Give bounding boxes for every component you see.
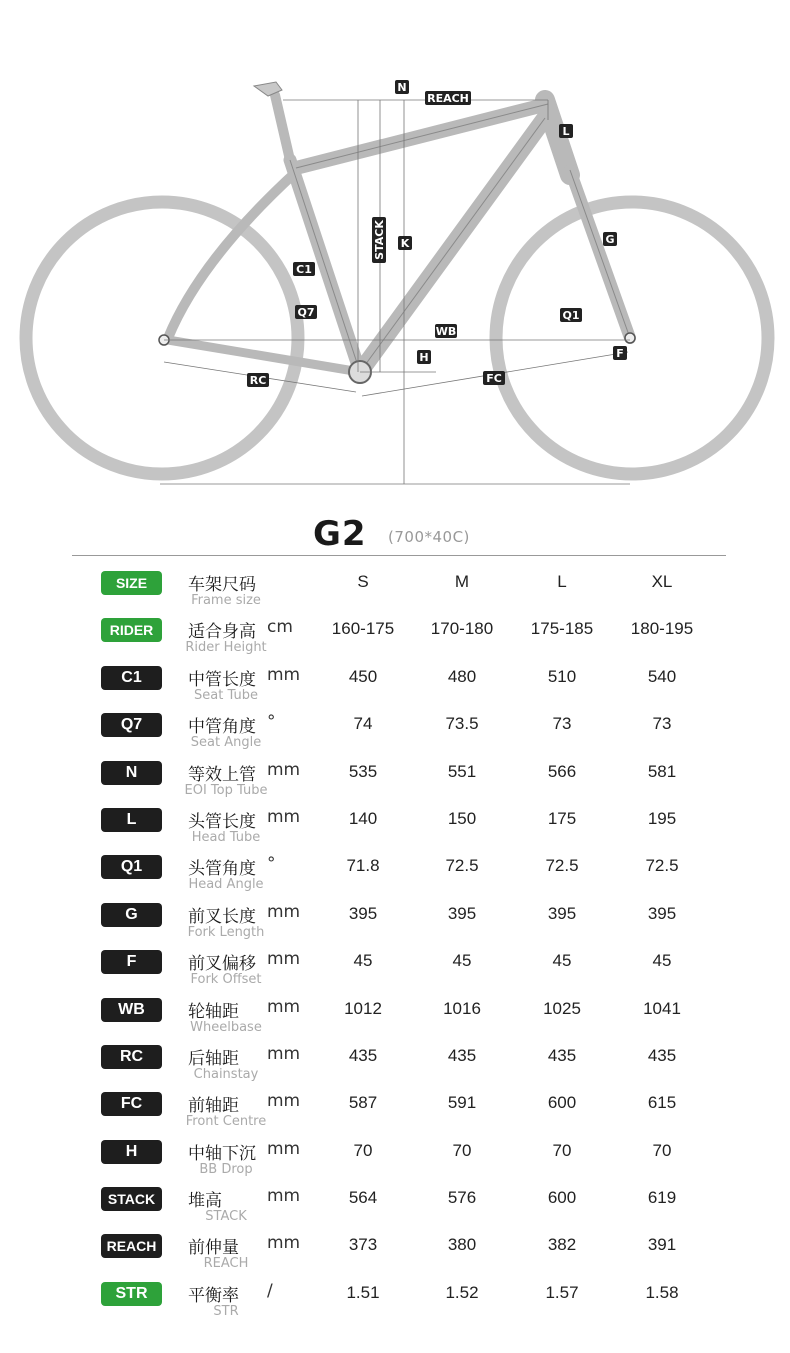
spec-unit: mm (267, 996, 301, 1017)
spec-code-badge: G (101, 903, 162, 927)
spec-code-badge: C1 (101, 666, 162, 690)
spec-label-en: Head Tube (191, 829, 261, 845)
svg-text:RC: RC (249, 374, 267, 387)
spec-code-badge: SIZE (101, 571, 162, 595)
spec-unit: mm (267, 664, 301, 685)
spec-row-rider (0, 613, 790, 660)
spec-value-xl: 180-195 (630, 619, 694, 639)
svg-text:FC: FC (486, 372, 502, 385)
spec-value-l: 72.5 (545, 856, 579, 876)
spec-unit: / (267, 1280, 273, 1301)
spec-code-badge: H (101, 1140, 162, 1164)
spec-unit: ° (267, 854, 276, 875)
spec-label-en: Wheelbase (190, 1019, 262, 1035)
spec-value-m: M (454, 572, 470, 591)
diagram-label-q1 (560, 308, 582, 322)
spec-value-xl: 195 (647, 808, 677, 828)
spec-value-m: 1016 (443, 998, 481, 1018)
spec-code-badge: Q7 (101, 713, 162, 737)
spec-label-cn: 车架尺码 (188, 575, 256, 595)
spec-row-g (0, 898, 790, 945)
spec-row-stack (0, 1182, 790, 1229)
spec-row-c1 (0, 661, 790, 708)
svg-text:STACK: STACK (373, 220, 386, 260)
diagram-label-c1 (293, 262, 315, 276)
spec-label-cn: 堆高 (188, 1191, 222, 1212)
spec-value-l: 175 (547, 808, 577, 828)
spec-value-xl: 45 (652, 951, 672, 971)
diagram-label-q7 (295, 305, 317, 319)
svg-text:G: G (605, 233, 615, 246)
spec-value-xl: 395 (647, 903, 677, 923)
spec-code-badge: STACK (101, 1187, 162, 1211)
spec-value-xl: 435 (647, 1045, 677, 1065)
spec-label-cn: 适合身高 (188, 622, 256, 643)
spec-label-cn: 前伸量 (188, 1238, 239, 1259)
spec-label-cn: 头管角度 (188, 859, 256, 880)
spec-value-s: 587 (348, 1093, 378, 1113)
spec-value-xl: 70 (652, 1140, 672, 1160)
spec-value-s: 373 (348, 1235, 378, 1255)
spec-unit: mm (267, 759, 301, 780)
spec-row-f (0, 945, 790, 992)
spec-value-xl: 72.5 (645, 856, 679, 876)
svg-text:K: K (400, 237, 410, 250)
spec-label-cn: 头管长度 (188, 811, 256, 832)
spec-value-l: 510 (547, 666, 577, 686)
spec-value-m: 73.5 (445, 714, 479, 734)
spec-row-l (0, 803, 790, 850)
diagram-label-reach (425, 91, 471, 105)
spec-label-cn: 中管长度 (188, 669, 256, 690)
spec-row-str (0, 1277, 790, 1324)
spec-row-fc (0, 1087, 790, 1134)
spec-label-en: Rider Height (185, 640, 267, 656)
spec-value-m: 72.5 (445, 856, 479, 876)
spec-row-h (0, 1135, 790, 1182)
spec-label-en: Front Centre (185, 1114, 267, 1130)
spec-unit: mm (267, 1091, 301, 1112)
spec-value-l: 566 (547, 761, 577, 781)
spec-label-en: Seat Tube (194, 687, 258, 703)
spec-label-en: Chainstay (193, 1066, 259, 1082)
diagram-label-stack (372, 217, 386, 263)
diagram-label-l (559, 124, 573, 138)
spec-unit: mm (267, 1138, 301, 1159)
tire-size: (700*40C) (388, 528, 470, 546)
spec-value-l: 1025 (543, 998, 581, 1018)
spec-row-size (0, 566, 790, 613)
spec-label-en: BB Drop (199, 1161, 253, 1177)
spec-value-s: 74 (353, 714, 373, 734)
spec-label-cn: 前叉偏移 (188, 954, 256, 975)
spec-row-rc (0, 1040, 790, 1087)
spec-value-l: 1.57 (545, 1282, 579, 1302)
spec-value-xl: XL (651, 572, 673, 591)
spec-value-m: 150 (447, 808, 477, 828)
svg-text:N: N (397, 81, 407, 94)
spec-label-en: STACK (205, 1209, 247, 1225)
spec-label-cn: 中管角度 (188, 717, 256, 738)
spec-value-m: 45 (452, 951, 472, 971)
diagram-label-fc (483, 371, 505, 385)
model-name: G2 (313, 514, 367, 554)
spec-label-cn: 后轴距 (188, 1048, 239, 1069)
spec-value-xl: 1.58 (645, 1282, 679, 1302)
spec-value-s: 1012 (344, 998, 382, 1018)
spec-unit: mm (267, 806, 301, 827)
spec-value-xl: 619 (647, 1188, 677, 1208)
spec-label-cn: 前轴距 (188, 1096, 239, 1117)
spec-value-l: 45 (552, 951, 572, 971)
spec-row-q7 (0, 708, 790, 755)
spec-code-badge: WB (101, 998, 162, 1022)
spec-value-m: 576 (447, 1188, 477, 1208)
title-row (0, 512, 790, 552)
svg-text:L: L (562, 125, 570, 138)
front-axle (625, 333, 635, 343)
spec-value-xl: 73 (652, 714, 672, 734)
spec-value-s: 140 (348, 808, 378, 828)
diagram-label-n (395, 80, 409, 94)
spec-value-l: 70 (552, 1140, 572, 1160)
spec-row-wb (0, 993, 790, 1040)
spec-value-m: 395 (447, 903, 477, 923)
spec-value-s: 395 (348, 903, 378, 923)
spec-label-en: Seat Angle (190, 735, 262, 751)
geometry-spec-table (0, 566, 790, 1324)
spec-code-badge: L (101, 808, 162, 832)
spec-value-xl: 615 (647, 1093, 677, 1113)
spec-value-l: 600 (547, 1188, 577, 1208)
spec-unit: mm (267, 1233, 301, 1254)
spec-value-l: 73 (552, 714, 572, 734)
svg-text:H: H (419, 351, 429, 364)
spec-code-badge: N (101, 761, 162, 785)
spec-unit: cm (267, 617, 293, 638)
svg-text:F: F (616, 347, 624, 360)
svg-text:C1: C1 (296, 263, 312, 276)
spec-label-en: Fork Offset (190, 972, 262, 988)
spec-unit: mm (267, 1186, 301, 1207)
spec-row-reach (0, 1229, 790, 1276)
spec-unit: ° (267, 712, 276, 733)
spec-value-xl: 1041 (643, 998, 681, 1018)
diagram-label-h (417, 350, 431, 364)
diagram-label-g (603, 232, 617, 246)
spec-label-cn: 等效上管 (188, 764, 256, 785)
spec-label-en: Head Angle (188, 877, 264, 893)
spec-value-l: 435 (547, 1045, 577, 1065)
spec-value-xl: 581 (647, 761, 677, 781)
spec-label-en: Frame size (191, 593, 261, 608)
diagram-label-wb (435, 324, 457, 338)
spec-value-l: L (557, 572, 567, 591)
spec-value-s: 1.51 (346, 1282, 380, 1302)
svg-text:Q7: Q7 (297, 306, 315, 319)
spec-value-xl: 540 (647, 666, 677, 686)
spec-label-en: EOI Top Tube (184, 782, 268, 798)
spec-code-badge: FC (101, 1092, 162, 1116)
spec-code-badge: F (101, 950, 162, 974)
spec-value-m: 480 (447, 666, 477, 686)
spec-code-badge: RC (101, 1045, 162, 1069)
spec-unit: mm (267, 949, 301, 970)
title-divider (72, 555, 726, 556)
diagram-label-f (613, 346, 627, 360)
spec-code-badge: Q1 (101, 855, 162, 879)
spec-label-cn: 中轴下沉 (188, 1143, 256, 1164)
diagram-label-rc (247, 373, 269, 387)
spec-row-q1 (0, 850, 790, 897)
spec-value-l: 600 (547, 1093, 577, 1113)
svg-text:REACH: REACH (427, 92, 469, 105)
spec-value-m: 380 (447, 1235, 477, 1255)
spec-row-n (0, 756, 790, 803)
spec-value-l: 382 (547, 1235, 577, 1255)
bike-geometry-diagram (0, 0, 790, 500)
spec-value-l: 175-185 (530, 619, 594, 639)
spec-value-s: 435 (348, 1045, 378, 1065)
spec-value-s: 70 (353, 1140, 373, 1160)
spec-label-cn: 平衡率 (188, 1285, 239, 1306)
spec-value-m: 70 (452, 1140, 472, 1160)
spec-value-s: 450 (348, 666, 378, 686)
spec-value-xl: 391 (647, 1235, 677, 1255)
spec-code-badge: REACH (101, 1234, 162, 1258)
spec-label-cn: 轮轴距 (188, 1001, 239, 1022)
spec-value-s: 535 (348, 761, 378, 781)
spec-value-m: 1.52 (445, 1282, 479, 1302)
spec-unit: mm (267, 1043, 301, 1064)
spec-value-m: 551 (447, 761, 477, 781)
spec-label-en: Fork Length (187, 924, 265, 940)
spec-label-en: REACH (203, 1256, 249, 1272)
spec-label-en: STR (213, 1303, 239, 1319)
spec-value-m: 591 (447, 1093, 477, 1113)
spec-value-s: 160-175 (331, 619, 395, 639)
diagram-label-k (398, 236, 412, 250)
spec-value-m: 435 (447, 1045, 477, 1065)
spec-label-cn: 前叉长度 (188, 906, 256, 927)
spec-value-s: 71.8 (346, 856, 380, 876)
spec-code-badge: STR (101, 1282, 162, 1306)
svg-text:Q1: Q1 (562, 309, 580, 322)
spec-value-m: 170-180 (430, 619, 494, 639)
spec-code-badge: RIDER (101, 618, 162, 642)
spec-value-l: 395 (547, 903, 577, 923)
svg-text:WB: WB (435, 325, 457, 338)
spec-value-s: 45 (353, 951, 373, 971)
spec-value-s: S (357, 572, 369, 591)
spec-value-s: 564 (348, 1188, 378, 1208)
spec-unit: mm (267, 901, 301, 922)
